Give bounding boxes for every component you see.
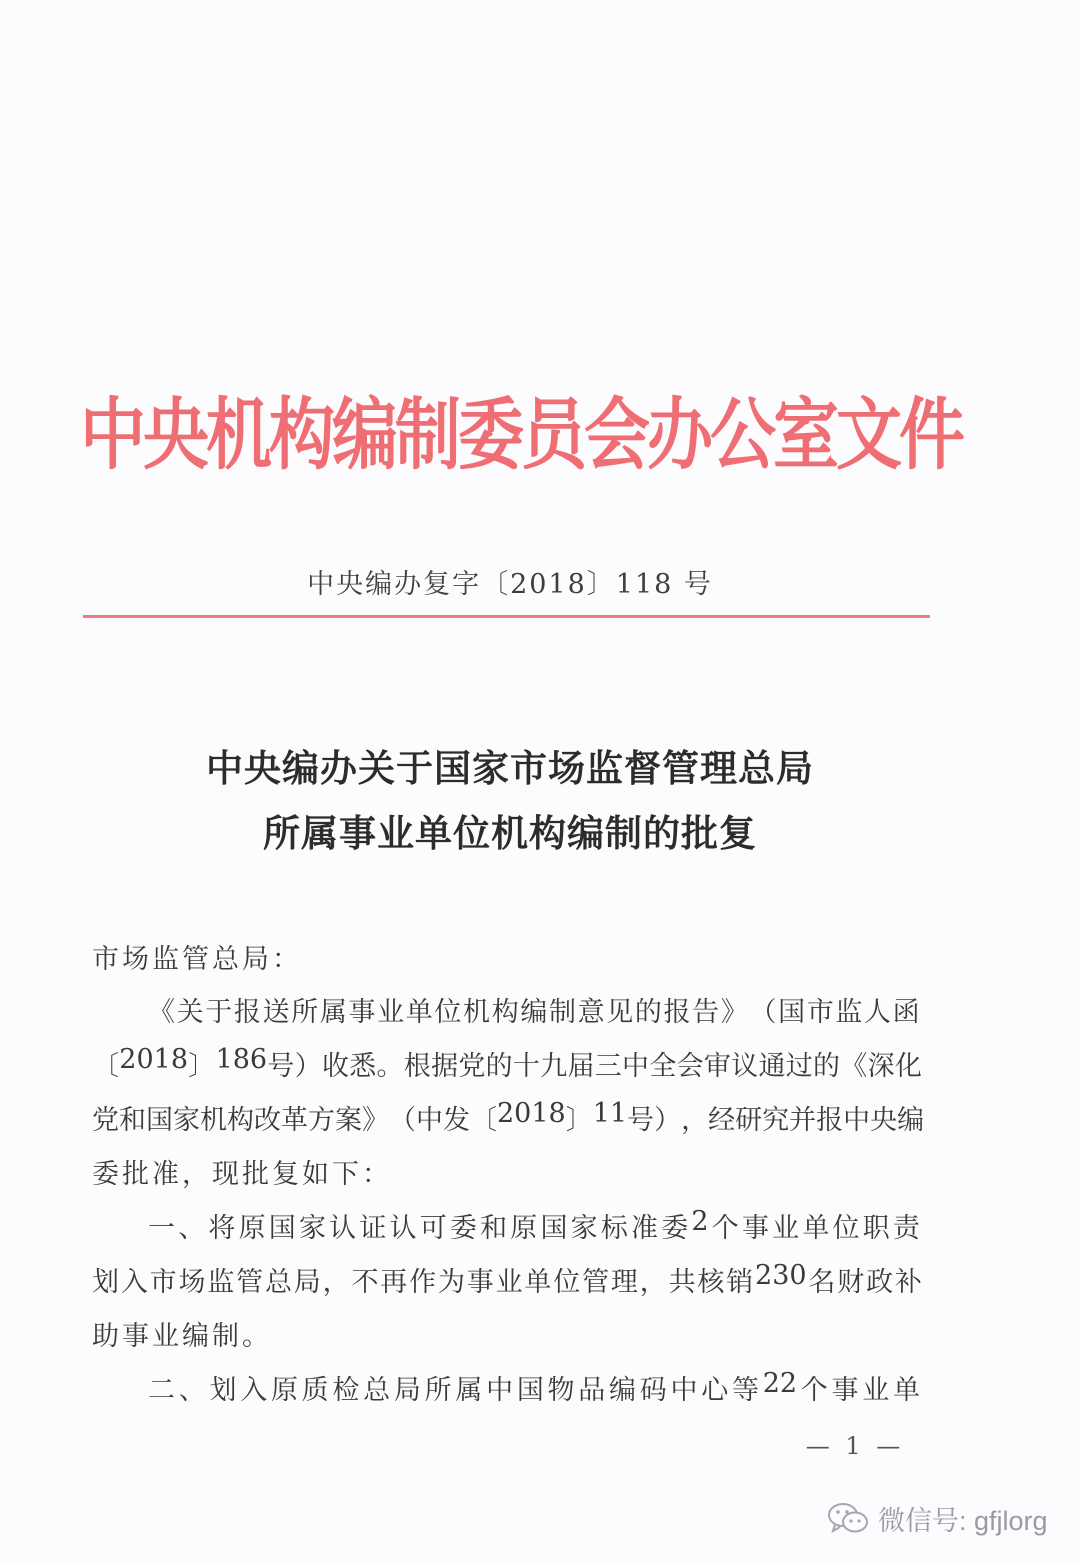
document-title-line-1: 中央编办关于国家市场监督管理总局 <box>206 746 814 790</box>
wechat-icon <box>826 1500 870 1536</box>
watermark-text: 微信号: gfjlorg <box>878 1505 1048 1536</box>
body-line: 助事业编制。 <box>92 1321 272 1352</box>
body-line: 党 和 国 家 机 构 改 革 方 案 》 （ 中 发 〔 2018 〕 11 号 ） ， 经 研 究 并 报 中 央 编 <box>92 1098 925 1136</box>
body-line: 《 关 于 报 送 所 属 事 业 单 位 机 构 编 制 意 见 的 报 告 》 （ 国 市 监 人 函 <box>148 997 920 1028</box>
masthead-title: 中央机构编制委员会办公室文件 <box>80 388 962 481</box>
document-title-line-2: 所属事业单位机构编制的批复 <box>263 811 757 855</box>
body-line: 委批准，现批复如下： <box>92 1159 392 1190</box>
page-number: — 1 — <box>805 1432 905 1460</box>
body-line: 〔 2018 〕 186 号 ） 收 悉 。 根 据 党 的 十 九 届 三 中 全 会 审 议 通 过 的 《 深 化 <box>92 1044 922 1082</box>
wechat-watermark <box>826 1498 1048 1538</box>
document-number: 中央编办复字〔2018〕118 号 <box>307 569 713 600</box>
body-line: 二 、 划 入 原 质 检 总 局 所 属 中 国 物 品 编 码 中 心 等 22 个 事 业 单 <box>148 1368 920 1406</box>
body-line: 划 入 市 场 监 管 总 局 ， 不 再 作 为 事 业 单 位 管 理 ， 共 核 销 230 名 财 政 补 <box>92 1260 922 1298</box>
addressee: 市场监管总局： <box>92 944 302 975</box>
body-line: 一 、 将 原 国 家 认 证 认 可 委 和 原 国 家 标 准 委 2 个 事 业 单 位 职 责 <box>148 1206 920 1244</box>
red-separator-line <box>83 615 930 618</box>
